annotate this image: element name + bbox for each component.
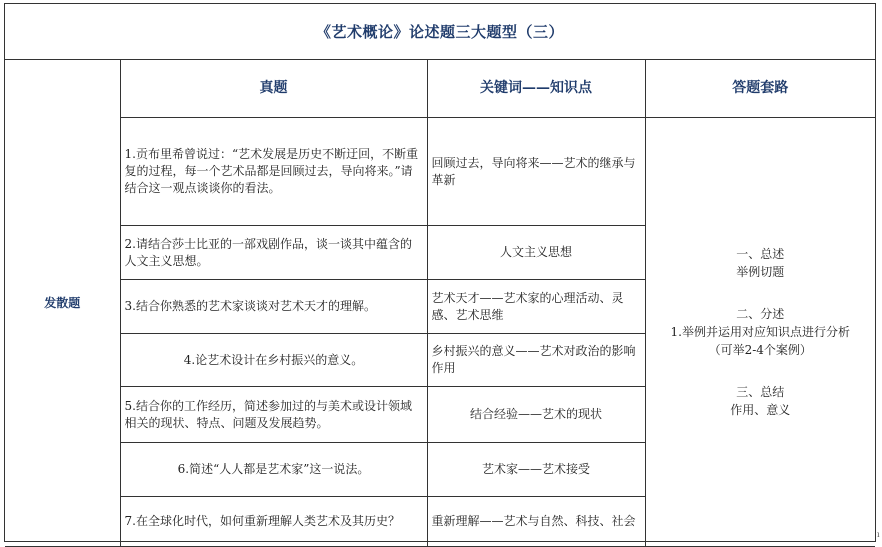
keywords-cell: 重新理解——艺术与自然、科技、社会 — [427, 497, 645, 547]
keywords-cell: 艺术家——艺术接受 — [427, 443, 645, 497]
keywords-cell: 艺术天才——艺术家的心理活动、灵感、艺术思维 — [427, 280, 645, 334]
keywords-cell: 人文主义思想 — [427, 226, 645, 280]
question-cell: 6.简述“人人都是艺术家”这一说法。 — [120, 443, 427, 497]
table-row — [5, 118, 875, 226]
route-part-3-title: 三、总结 — [736, 385, 785, 399]
keywords-cell: 回顾过去，导向将来——艺术的继承与革新 — [427, 118, 645, 226]
header-question: 真题 — [120, 60, 427, 118]
header-keywords: 关键词——知识点 — [427, 60, 645, 118]
keywords-cell: 乡村振兴的意义——艺术对政治的影响作用 — [427, 334, 645, 387]
route-part-2-body-2: （可举2-4个案例） — [708, 343, 812, 357]
header-row — [5, 60, 875, 118]
question-cell: 5.结合你的工作经历，简述参加过的与美术或设计领域相关的现状、特点、问题及发展趋势。 — [120, 387, 427, 443]
route-part-3 — [650, 383, 872, 419]
stray-mark: ı — [877, 530, 880, 539]
route-part-1 — [650, 245, 872, 281]
route-part-1-title: 一、总述 — [736, 247, 785, 261]
question-cell: 3.结合你熟悉的艺术家谈谈对艺术天才的理解。 — [120, 280, 427, 334]
answer-route-cell — [645, 118, 875, 547]
page-title: 《艺术概论》论述题三大题型（三） — [5, 4, 875, 60]
keywords-cell: 结合经验——艺术的现状 — [427, 387, 645, 443]
route-part-1-body: 举例切题 — [736, 265, 785, 279]
question-cell: 7.在全球化时代，如何重新理解人类艺术及其历史？ — [120, 497, 427, 547]
header-route: 答题套路 — [645, 60, 875, 118]
route-part-2-title: 二、分述 — [736, 307, 785, 321]
question-cell: 1.贡布里希曾说过：“艺术发展是历史不断迂回，不断重复的过程，每一个艺术品都是回顾过去，导向将来。”请结合这一观点谈谈你的看法。 — [120, 118, 427, 226]
route-part-2 — [650, 305, 872, 359]
route-part-3-body: 作用、意义 — [730, 403, 791, 417]
table-frame — [4, 3, 876, 542]
route-part-2-body-1: 1.举例并运用对应知识点进行分析 — [670, 325, 850, 339]
category-cell: 发散题 — [5, 60, 120, 547]
question-cell: 4.论艺术设计在乡村振兴的意义。 — [120, 334, 427, 387]
question-type-table — [5, 59, 875, 547]
question-cell: 2.请结合莎士比亚的一部戏剧作品，谈一谈其中蕴含的人文主义思想。 — [120, 226, 427, 280]
